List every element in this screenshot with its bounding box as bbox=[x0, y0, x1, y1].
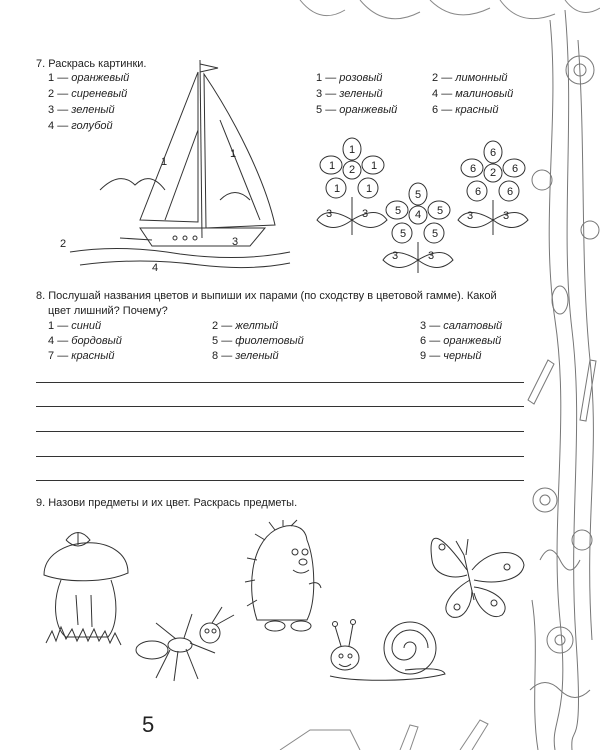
boat-label-1b: 1 bbox=[230, 148, 237, 160]
flower3-leaf-label: 3 bbox=[467, 210, 474, 222]
answer-line[interactable] bbox=[36, 431, 524, 432]
flower3-petal-label: 6 bbox=[512, 163, 519, 175]
task8-item-2: 2 — желтый bbox=[212, 320, 279, 332]
flower1-leaf-label: 3 bbox=[362, 208, 369, 220]
boat-label-3: 3 bbox=[232, 236, 239, 248]
task7-legend-right-3: 3 — зеленый bbox=[316, 88, 383, 100]
flower2-leaf-label: 3 bbox=[392, 250, 399, 262]
answer-line[interactable] bbox=[36, 406, 524, 407]
task8-title-line2: цвет лишний? Почему? bbox=[48, 305, 168, 317]
task7-legend-right-6: 6 — красный bbox=[432, 104, 499, 116]
flower2-petal-label: 5 bbox=[415, 189, 422, 201]
flower3-petal-label: 6 bbox=[470, 163, 477, 175]
flower3-petal-label: 6 bbox=[490, 147, 497, 159]
task8-title-line1: 8. Послушай названия цветов и выпиши их парами (по сходству в цветовой гамме). Какой bbox=[36, 290, 497, 302]
task8-item-5: 5 — фиолетовый bbox=[212, 335, 304, 347]
flower1-petal-label: 1 bbox=[366, 183, 373, 195]
flower1-petal-label: 1 bbox=[334, 183, 341, 195]
flower1-petal-label: 1 bbox=[349, 144, 356, 156]
boat-label-1a: 1 bbox=[161, 156, 168, 168]
flower1-petal-label: 1 bbox=[329, 160, 336, 172]
flower3-petal-label: 6 bbox=[507, 186, 514, 198]
task7-legend-right-1: 1 — розовый bbox=[316, 72, 383, 84]
task7-legend-right-4: 4 — малиновый bbox=[432, 88, 514, 100]
flower2-leaf-label: 3 bbox=[428, 250, 435, 262]
task7-legend-left-1: 1 — оранжевый bbox=[48, 72, 130, 84]
answer-line[interactable] bbox=[36, 382, 524, 383]
task8-item-6: 6 — оранжевый bbox=[420, 335, 502, 347]
flower1-petal-label: 1 bbox=[371, 160, 378, 172]
task7-legend-right-2: 2 — лимонный bbox=[432, 72, 508, 84]
boat-label-4: 4 bbox=[152, 262, 159, 274]
task8-item-7: 7 — красный bbox=[48, 350, 115, 362]
task7-title: 7. Раскрась картинки. bbox=[36, 58, 147, 70]
decorative-balloons-top bbox=[280, 0, 600, 30]
flower2-petal-label: 5 bbox=[400, 228, 407, 240]
flower3-petal-label: 6 bbox=[475, 186, 482, 198]
ant-illustration bbox=[130, 605, 240, 685]
flower2-center-label: 4 bbox=[415, 209, 422, 221]
task7-legend-left-4: 4 — голубой bbox=[48, 120, 113, 132]
hedgehog-illustration bbox=[245, 520, 330, 635]
task7-legend-left-2: 2 — сиреневый bbox=[48, 88, 128, 100]
sailboat-illustration bbox=[60, 60, 290, 275]
task9-title: 9. Назови предметы и их цвет. Раскрась предметы. bbox=[36, 497, 298, 509]
flower2-petal-label: 5 bbox=[432, 228, 439, 240]
answer-line[interactable] bbox=[36, 456, 524, 457]
boat-label-2: 2 bbox=[60, 238, 67, 250]
task8-item-4: 4 — бордовый bbox=[48, 335, 122, 347]
decorative-tree-border bbox=[520, 0, 600, 750]
mushroom-illustration bbox=[36, 525, 136, 650]
flower2-petal-label: 5 bbox=[437, 205, 444, 217]
butterfly-illustration bbox=[412, 525, 532, 625]
flowers-illustration bbox=[310, 135, 535, 275]
task8-item-9: 9 — черный bbox=[420, 350, 482, 362]
flower1-leaf-label: 3 bbox=[326, 208, 333, 220]
flower3-center-label: 2 bbox=[490, 167, 497, 179]
flower1-center-label: 2 bbox=[349, 164, 356, 176]
task8-item-8: 8 — зеленый bbox=[212, 350, 279, 362]
flower3-leaf-label: 3 bbox=[503, 210, 510, 222]
page-number: 5 bbox=[142, 712, 155, 737]
task8-item-3: 3 — салатовый bbox=[420, 320, 503, 332]
task7-legend-right-5: 5 — оранжевый bbox=[316, 104, 398, 116]
answer-line[interactable] bbox=[36, 480, 524, 481]
task7-legend-left-3: 3 — зеленый bbox=[48, 104, 115, 116]
flower2-petal-label: 5 bbox=[395, 205, 402, 217]
decorative-bottom-items bbox=[270, 715, 520, 750]
task8-item-1: 1 — синий bbox=[48, 320, 102, 332]
